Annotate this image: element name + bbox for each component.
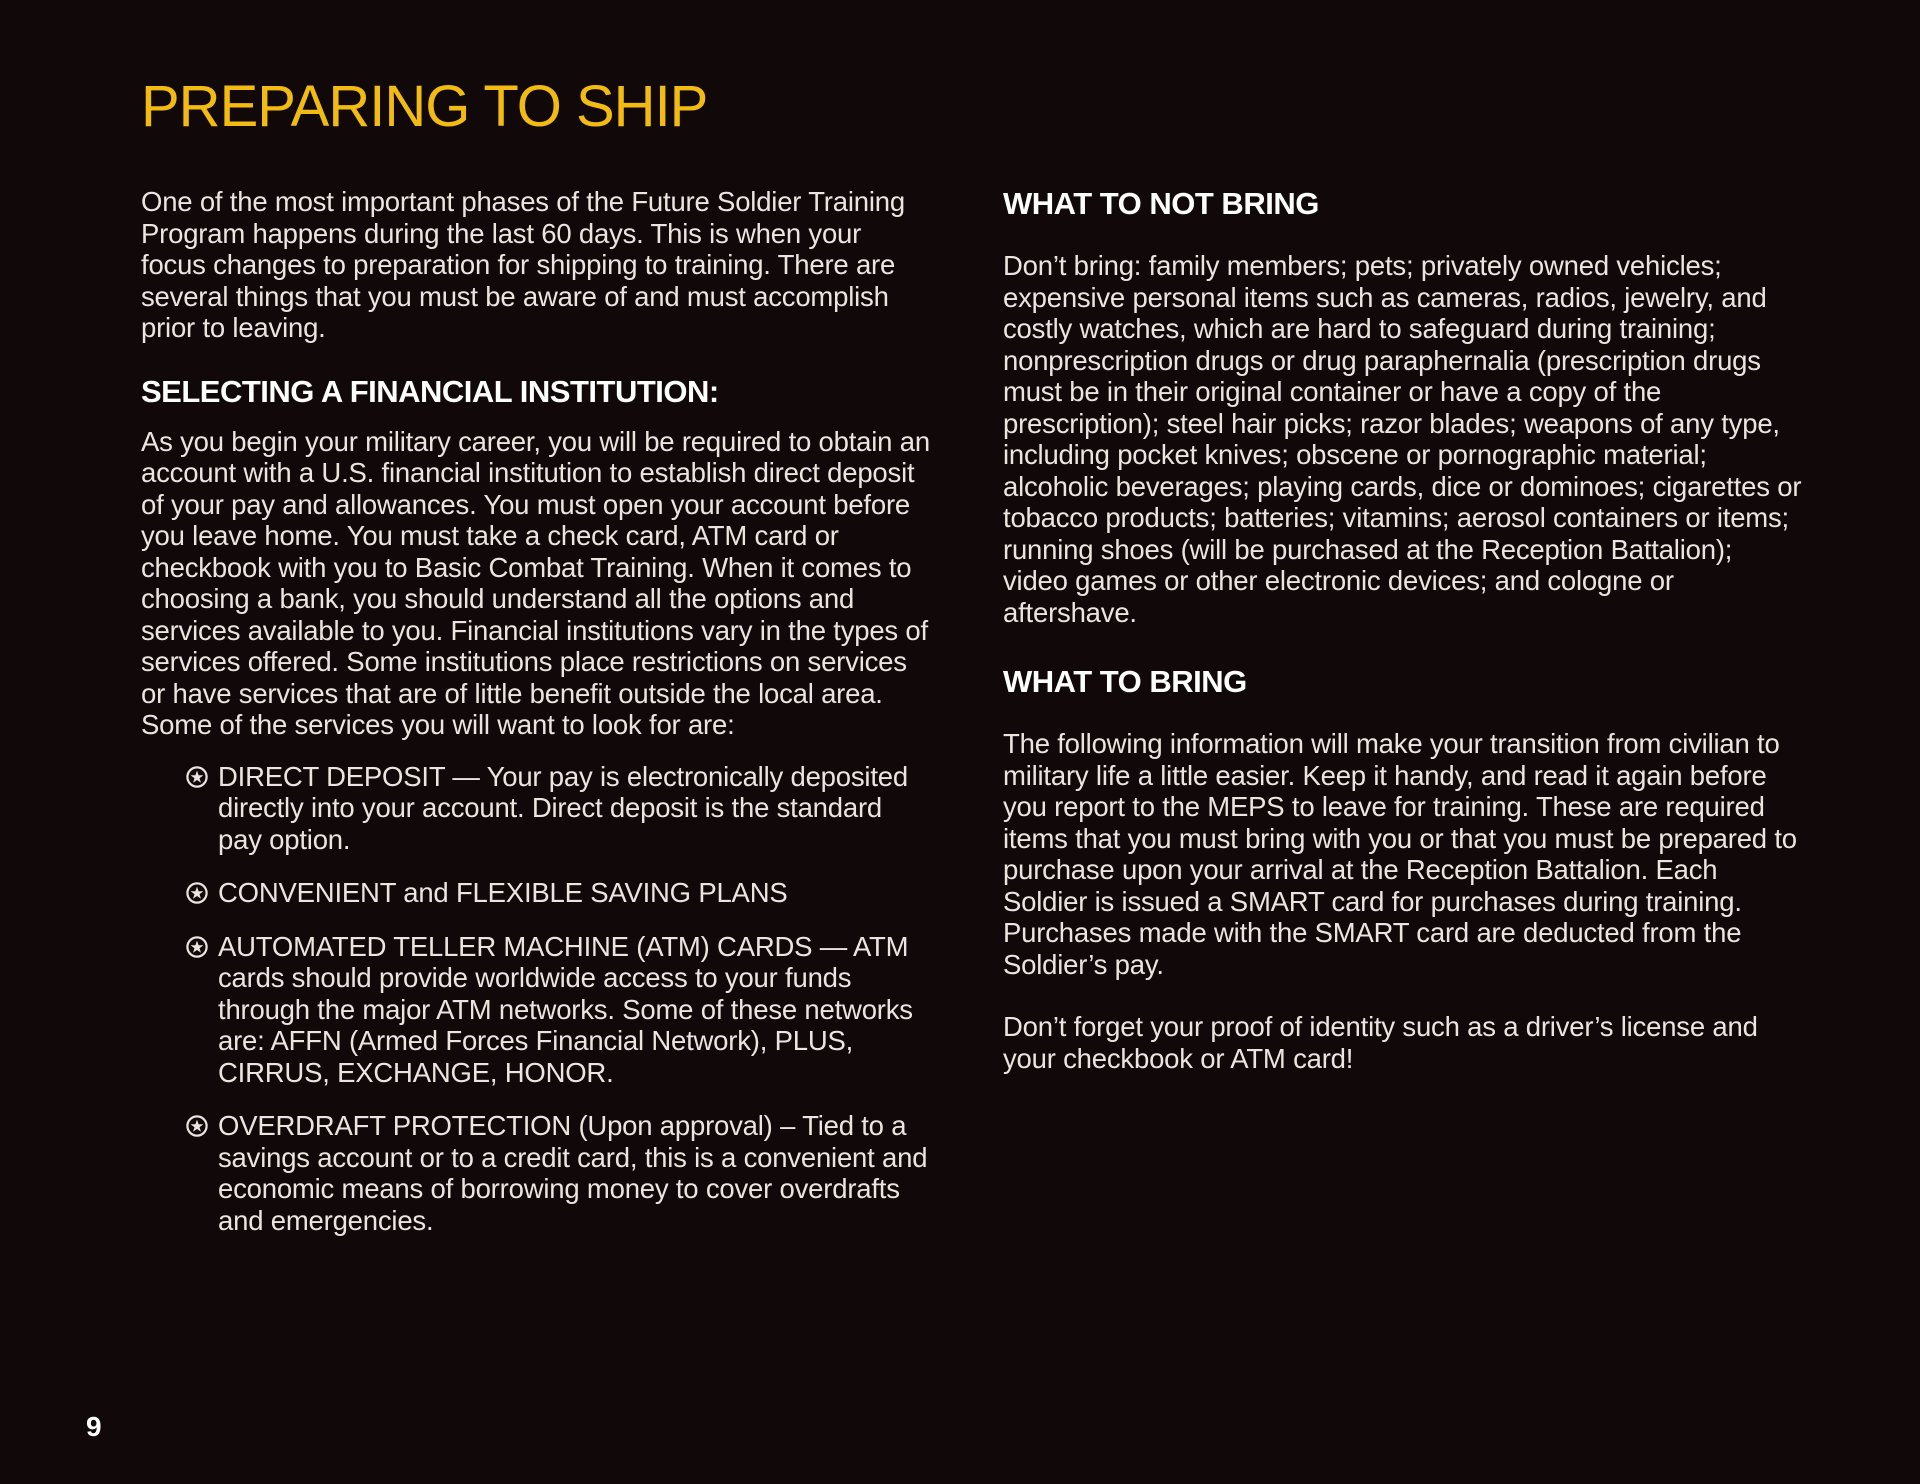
list-item-text: OVERDRAFT PROTECTION (Upon approval) – Tied to a savings account or to a credit card, this is a convenient and economic means of borrowing money to cover overdrafts and emergencies. bbox=[218, 1110, 928, 1236]
page-title: PREPARING TO SHIP bbox=[141, 74, 708, 139]
left-column bbox=[141, 186, 931, 1258]
star-in-circle-icon bbox=[186, 936, 208, 958]
financial-institution-heading: SELECTING A FINANCIAL INSTITUTION: bbox=[141, 373, 719, 409]
list-item bbox=[186, 931, 931, 1089]
star-in-circle-icon bbox=[186, 766, 208, 788]
services-list bbox=[141, 761, 931, 1237]
page-number: 9 bbox=[86, 1411, 102, 1442]
list-item-text: CONVENIENT and FLEXIBLE SAVING PLANS bbox=[218, 877, 788, 908]
what-to-bring-heading: WHAT TO BRING bbox=[1003, 664, 1247, 699]
star-in-circle-icon bbox=[186, 882, 208, 904]
what-to-not-bring-heading: WHAT TO NOT BRING bbox=[1003, 186, 1319, 221]
star-in-circle-icon bbox=[186, 1115, 208, 1137]
list-item bbox=[186, 877, 931, 909]
right-column bbox=[1003, 186, 1803, 1074]
list-item-text: AUTOMATED TELLER MACHINE (ATM) CARDS — ATM cards should provide worldwide access to your funds through the major ATM networks. Some of these networks are: AFFN (Armed Forces Financial Network), PLUS, CIRRUS, EXCHANGE, HONOR. bbox=[218, 930, 913, 1088]
financial-institution-paragraph: As you begin your military career, you will be required to obtain an account with a U.S. financial institution to establish direct deposit of your pay and allowances. You must open your account before you leave home. You must take a check card, ATM card or checkbook with you to Basic Combat Training. When it comes to choosing a bank, you should understand all the options and services available to you. Financial institutions vary in the types of services offered. Some institutions place restrictions on services or have services that are of little benefit outside the local area. Some of the services you will want to look for are: bbox=[141, 425, 930, 740]
identity-reminder-paragraph: Don’t forget your proof of identity such as a driver’s license and your checkbook or ATM card! bbox=[1003, 1011, 1758, 1074]
list-item bbox=[186, 1110, 931, 1236]
intro-paragraph: One of the most important phases of the Future Soldier Training Program happens during the last 60 days. This is when your focus changes to preparation for shipping to training. There are several things that you must be aware of and must accomplish prior to leaving. bbox=[141, 186, 905, 343]
what-to-not-bring-paragraph: Don’t bring: family members; pets; privately owned vehicles; expensive personal items such as cameras, radios, jewelry, and costly watches, which are hard to safeguard during training; nonprescription drugs or drug paraphernalia (prescription drugs must be in their original container or have a copy of the prescription); steel hair picks; razor blades; weapons of any type, including pocket knives; obscene or pornographic material; alcoholic beverages; playing cards, dice or dominoes; cigarettes or tobacco products; batteries; vitamins; aerosol containers or items; running shoes (will be purchased at the Reception Battalion); video games or other electronic devices; and cologne or aftershave. bbox=[1003, 250, 1802, 628]
what-to-bring-paragraph: The following information will make your transition from civilian to military life a little easier. Keep it handy, and read it again before you report to the MEPS to leave for training. These are required items that you must bring with you or that you must be prepared to purchase upon your arrival at the Reception Battalion. Each Soldier is issued a SMART card for purchases during training. Purchases made with the SMART card are deducted from the Soldier’s pay. bbox=[1003, 728, 1797, 980]
list-item bbox=[186, 761, 931, 856]
list-item-text: DIRECT DEPOSIT — Your pay is electronically deposited directly into your account. Direct deposit is the standard pay option. bbox=[218, 760, 908, 855]
